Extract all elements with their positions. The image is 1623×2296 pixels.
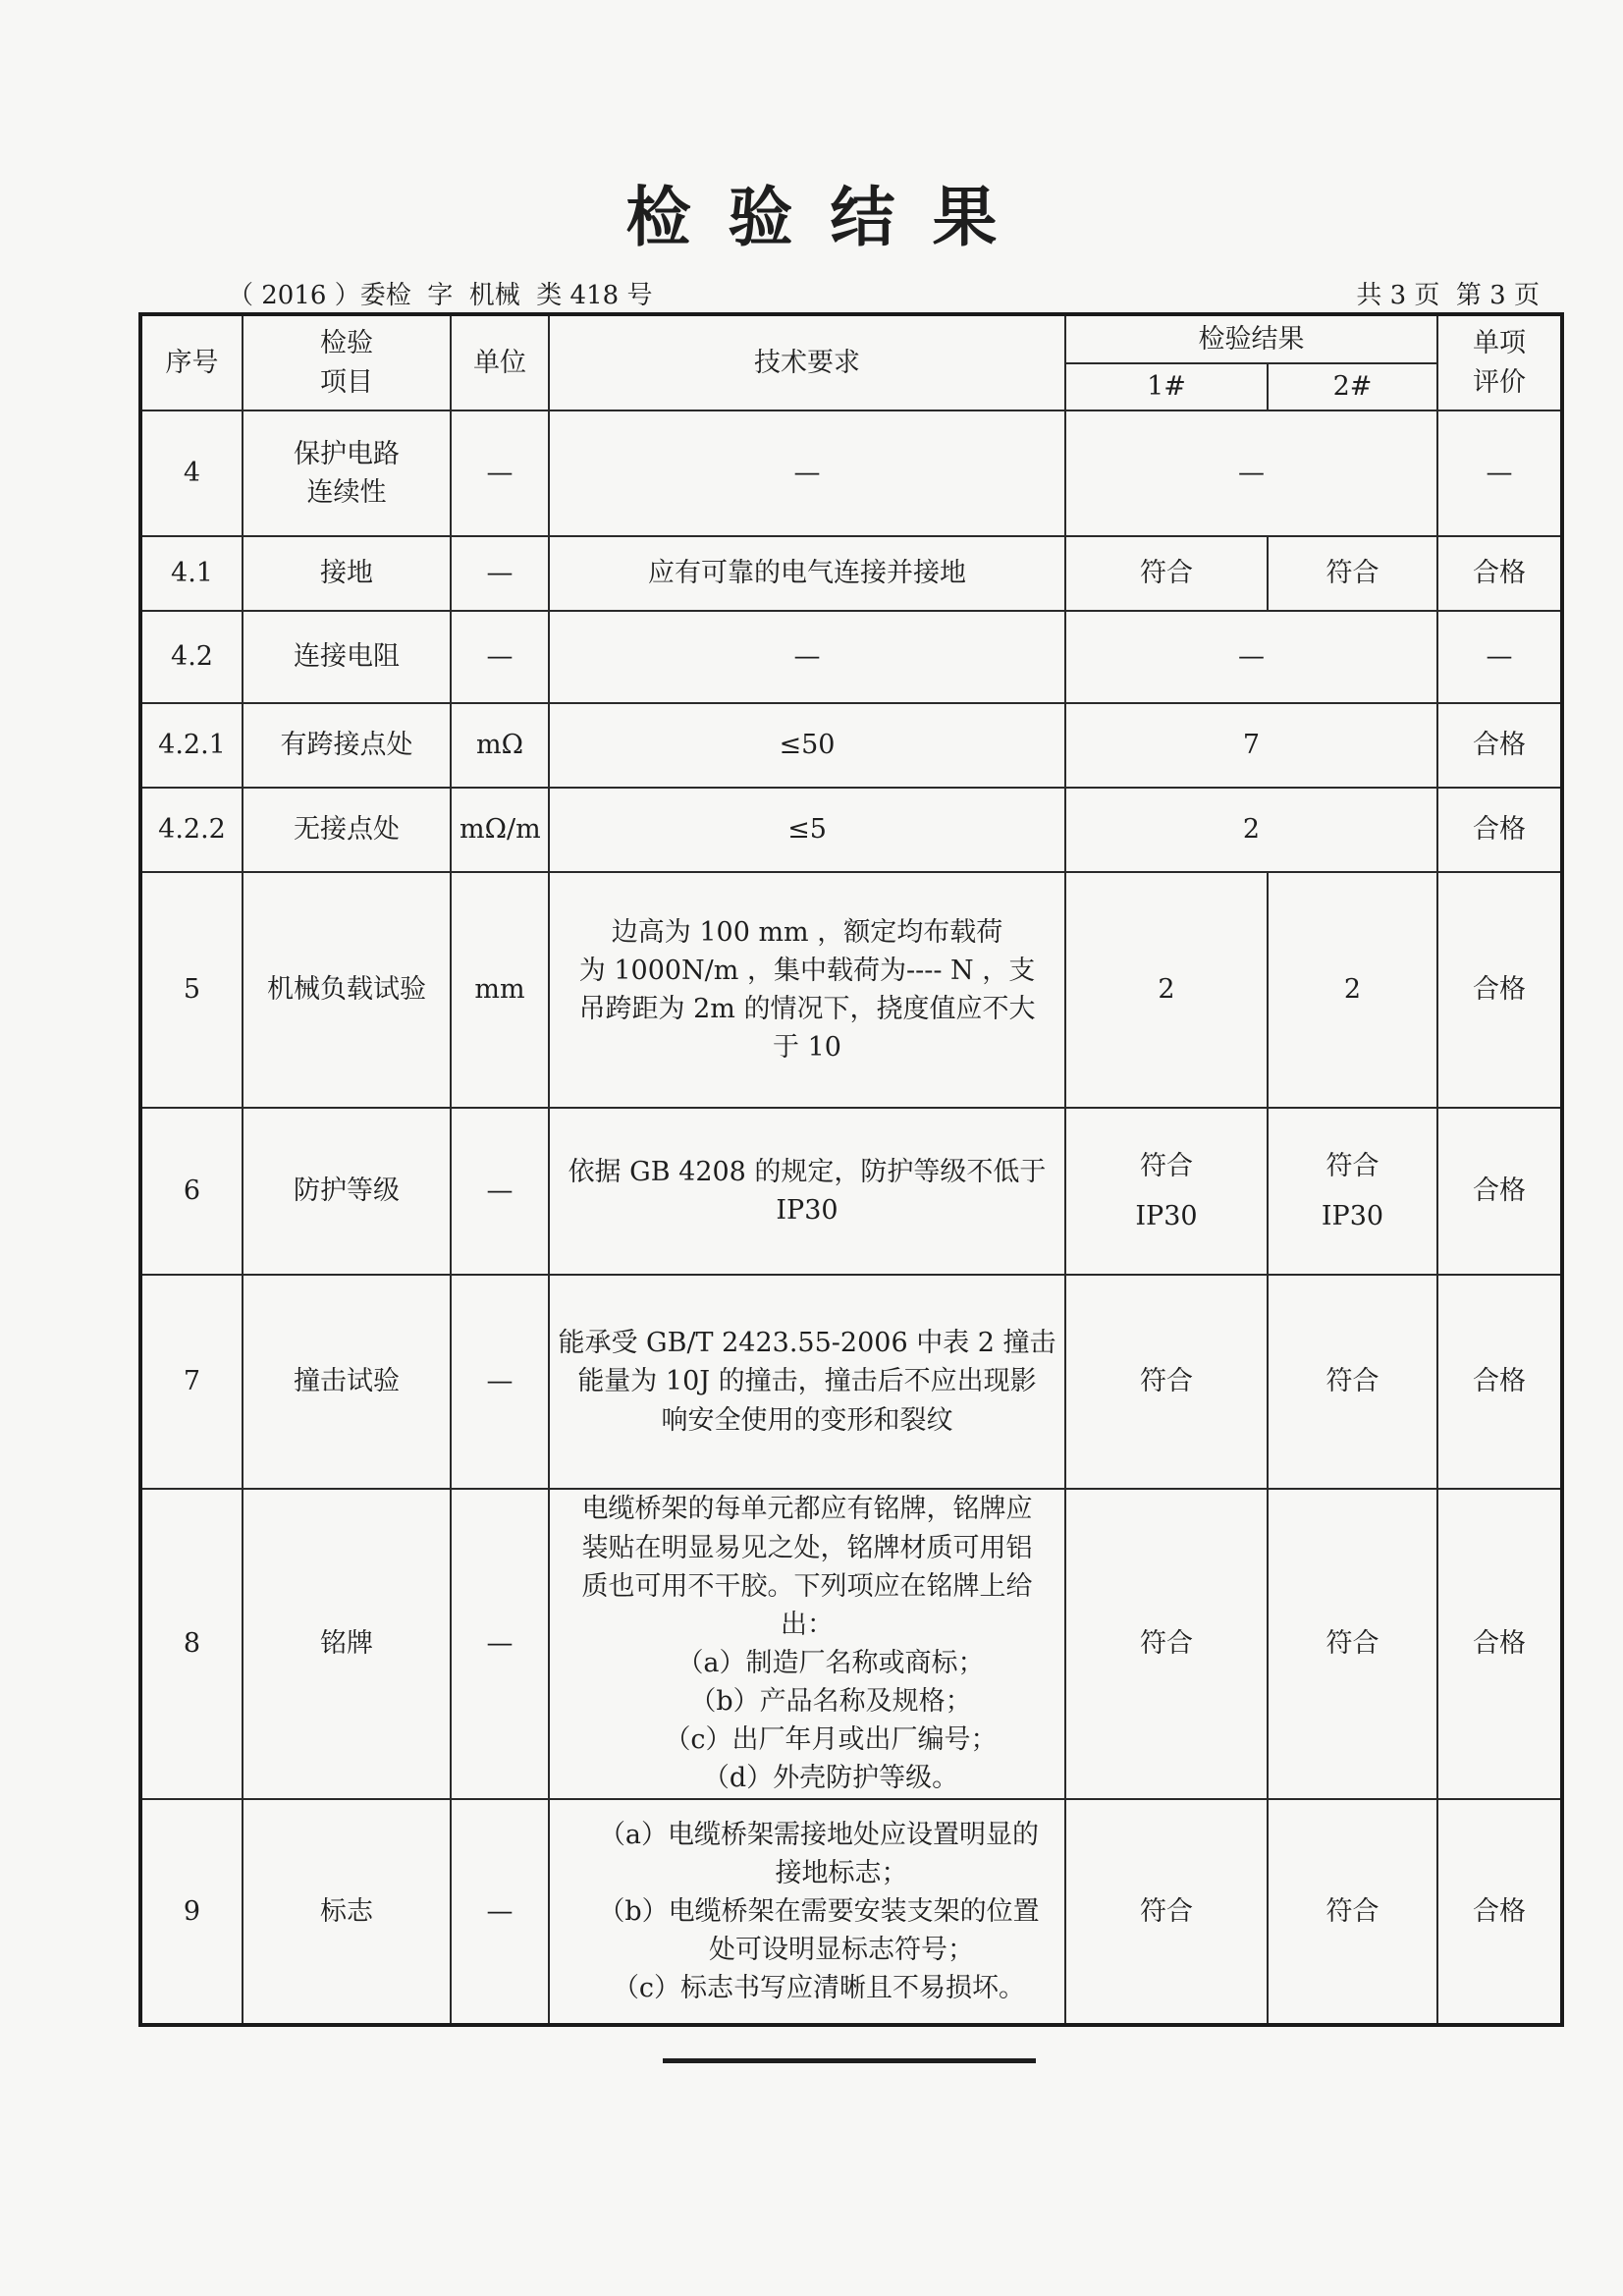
row-item: 撞击试验 [243, 1275, 451, 1489]
row-evaluation: 合格 [1437, 872, 1562, 1108]
table-row [140, 788, 1562, 872]
row-unit: — [451, 1489, 549, 1799]
inspection-results-table [138, 312, 1564, 2027]
row-result: — [1065, 611, 1437, 703]
row-requirement: 应有可靠的电气连接并接地 [549, 536, 1065, 611]
row-seq: 4.1 [140, 536, 243, 611]
header-evaluation: 单项 评价 [1437, 314, 1562, 410]
row-seq: 4 [140, 410, 243, 536]
page-title: 检验结果 [625, 179, 1035, 255]
header-sample-1: 1# [1065, 363, 1268, 410]
row-requirement: — [549, 611, 1065, 703]
row-result-1: 符合 [1065, 1275, 1268, 1489]
table-row [140, 1108, 1562, 1275]
row-seq: 9 [140, 1799, 243, 2025]
row-item: 防护等级 [243, 1108, 451, 1275]
row-seq: 4.2 [140, 611, 243, 703]
row-result-2: 2 [1268, 872, 1437, 1108]
row-item: 连接电阻 [243, 611, 451, 703]
row-requirement: 依据 GB 4208 的规定，防护等级不低于 IP30 [549, 1108, 1065, 1275]
row-item: 标志 [243, 1799, 451, 2025]
row-result-1: 符合 IP30 [1065, 1108, 1268, 1275]
row-unit: — [451, 410, 549, 536]
table-row [140, 611, 1562, 703]
header-result: 检验结果 [1065, 314, 1437, 363]
row-unit: — [451, 1108, 549, 1275]
row-item: 保护电路 连续性 [243, 410, 451, 536]
row-evaluation: 合格 [1437, 1275, 1562, 1489]
row-result-2: 符合 [1268, 1275, 1437, 1489]
row-result: 7 [1065, 703, 1437, 788]
row-requirement: 能承受 GB/T 2423.55-2006 中表 2 撞击 能量为 10J 的撞击，撞击后不应出现影 响安全使用的变形和裂纹 [549, 1275, 1065, 1489]
row-unit: mΩ/m [451, 788, 549, 872]
row-seq: 4.2.1 [140, 703, 243, 788]
row-evaluation: 合格 [1437, 703, 1562, 788]
table-row [140, 1275, 1562, 1489]
row-evaluation: 合格 [1437, 1108, 1562, 1275]
header-row [140, 314, 1562, 363]
header-sample-2: 2# [1268, 363, 1437, 410]
header-requirement: 技术要求 [549, 314, 1065, 410]
row-unit: — [451, 1799, 549, 2025]
row-requirement: 电缆桥架的每单元都应有铭牌，铭牌应 装贴在明显易见之处，铭牌材质可用铝 质也可用不干胶。下列项应在铭牌上给 出： （a）制造厂名称或商标； （b）产品名称及规格； （c）出厂年月或出厂编号； （d）外壳防护等级。 [549, 1489, 1065, 1799]
page-info: 共 3 页 第 3 页 [1356, 281, 1540, 310]
row-evaluation: 合格 [1437, 536, 1562, 611]
row-evaluation: — [1437, 611, 1562, 703]
row-unit: mm [451, 872, 549, 1108]
row-unit: mΩ [451, 703, 549, 788]
row-item: 机械负载试验 [243, 872, 451, 1108]
row-seq: 7 [140, 1275, 243, 1489]
row-seq: 6 [140, 1108, 243, 1275]
row-requirement: — [549, 410, 1065, 536]
row-evaluation: 合格 [1437, 1489, 1562, 1799]
row-result-2: 符合 [1268, 1489, 1437, 1799]
table-row [140, 703, 1562, 788]
row-seq: 8 [140, 1489, 243, 1799]
row-unit: — [451, 536, 549, 611]
row-result-1: 符合 [1065, 536, 1268, 611]
row-unit: — [451, 1275, 549, 1489]
row-result: 2 [1065, 788, 1437, 872]
row-requirement: ≤5 [549, 788, 1065, 872]
row-requirement: 边高为 100 mm ，额定均布载荷 为 1000N/m ，集中载荷为---- N ，支 吊跨距为 2m 的情况下，挠度值应不大 于 10 [549, 872, 1065, 1108]
row-result-1: 符合 [1065, 1489, 1268, 1799]
row-item: 有跨接点处 [243, 703, 451, 788]
row-evaluation: 合格 [1437, 788, 1562, 872]
row-result-2: 符合 [1268, 536, 1437, 611]
row-result-2: 符合 [1268, 1799, 1437, 2025]
table-row [140, 410, 1562, 536]
row-requirement: （a）电缆桥架需接地处应设置明显的 接地标志； （b）电缆桥架在需要安装支架的位置 处可设明显标志符号； （c）标志书写应清晰且不易损坏。 [549, 1799, 1065, 2025]
row-seq: 4.2.2 [140, 788, 243, 872]
row-item: 接地 [243, 536, 451, 611]
row-result: — [1065, 410, 1437, 536]
row-result-2: 符合 IP30 [1268, 1108, 1437, 1275]
header-seq: 序号 [140, 314, 243, 410]
table-row [140, 1489, 1562, 1799]
row-seq: 5 [140, 872, 243, 1108]
header-item: 检验 项目 [243, 314, 451, 410]
table-row [140, 872, 1562, 1108]
row-requirement: ≤50 [549, 703, 1065, 788]
row-result-1: 符合 [1065, 1799, 1268, 2025]
header-unit: 单位 [451, 314, 549, 410]
row-item: 铭牌 [243, 1489, 451, 1799]
row-item: 无接点处 [243, 788, 451, 872]
footer-rule [663, 2058, 1036, 2063]
document-number: （ 2016 ）委检 字 机械 类 418 号 [228, 281, 653, 310]
row-evaluation: — [1437, 410, 1562, 536]
row-evaluation: 合格 [1437, 1799, 1562, 2025]
row-result-1: 2 [1065, 872, 1268, 1108]
row-unit: — [451, 611, 549, 703]
table-row [140, 536, 1562, 611]
table-row [140, 1799, 1562, 2025]
